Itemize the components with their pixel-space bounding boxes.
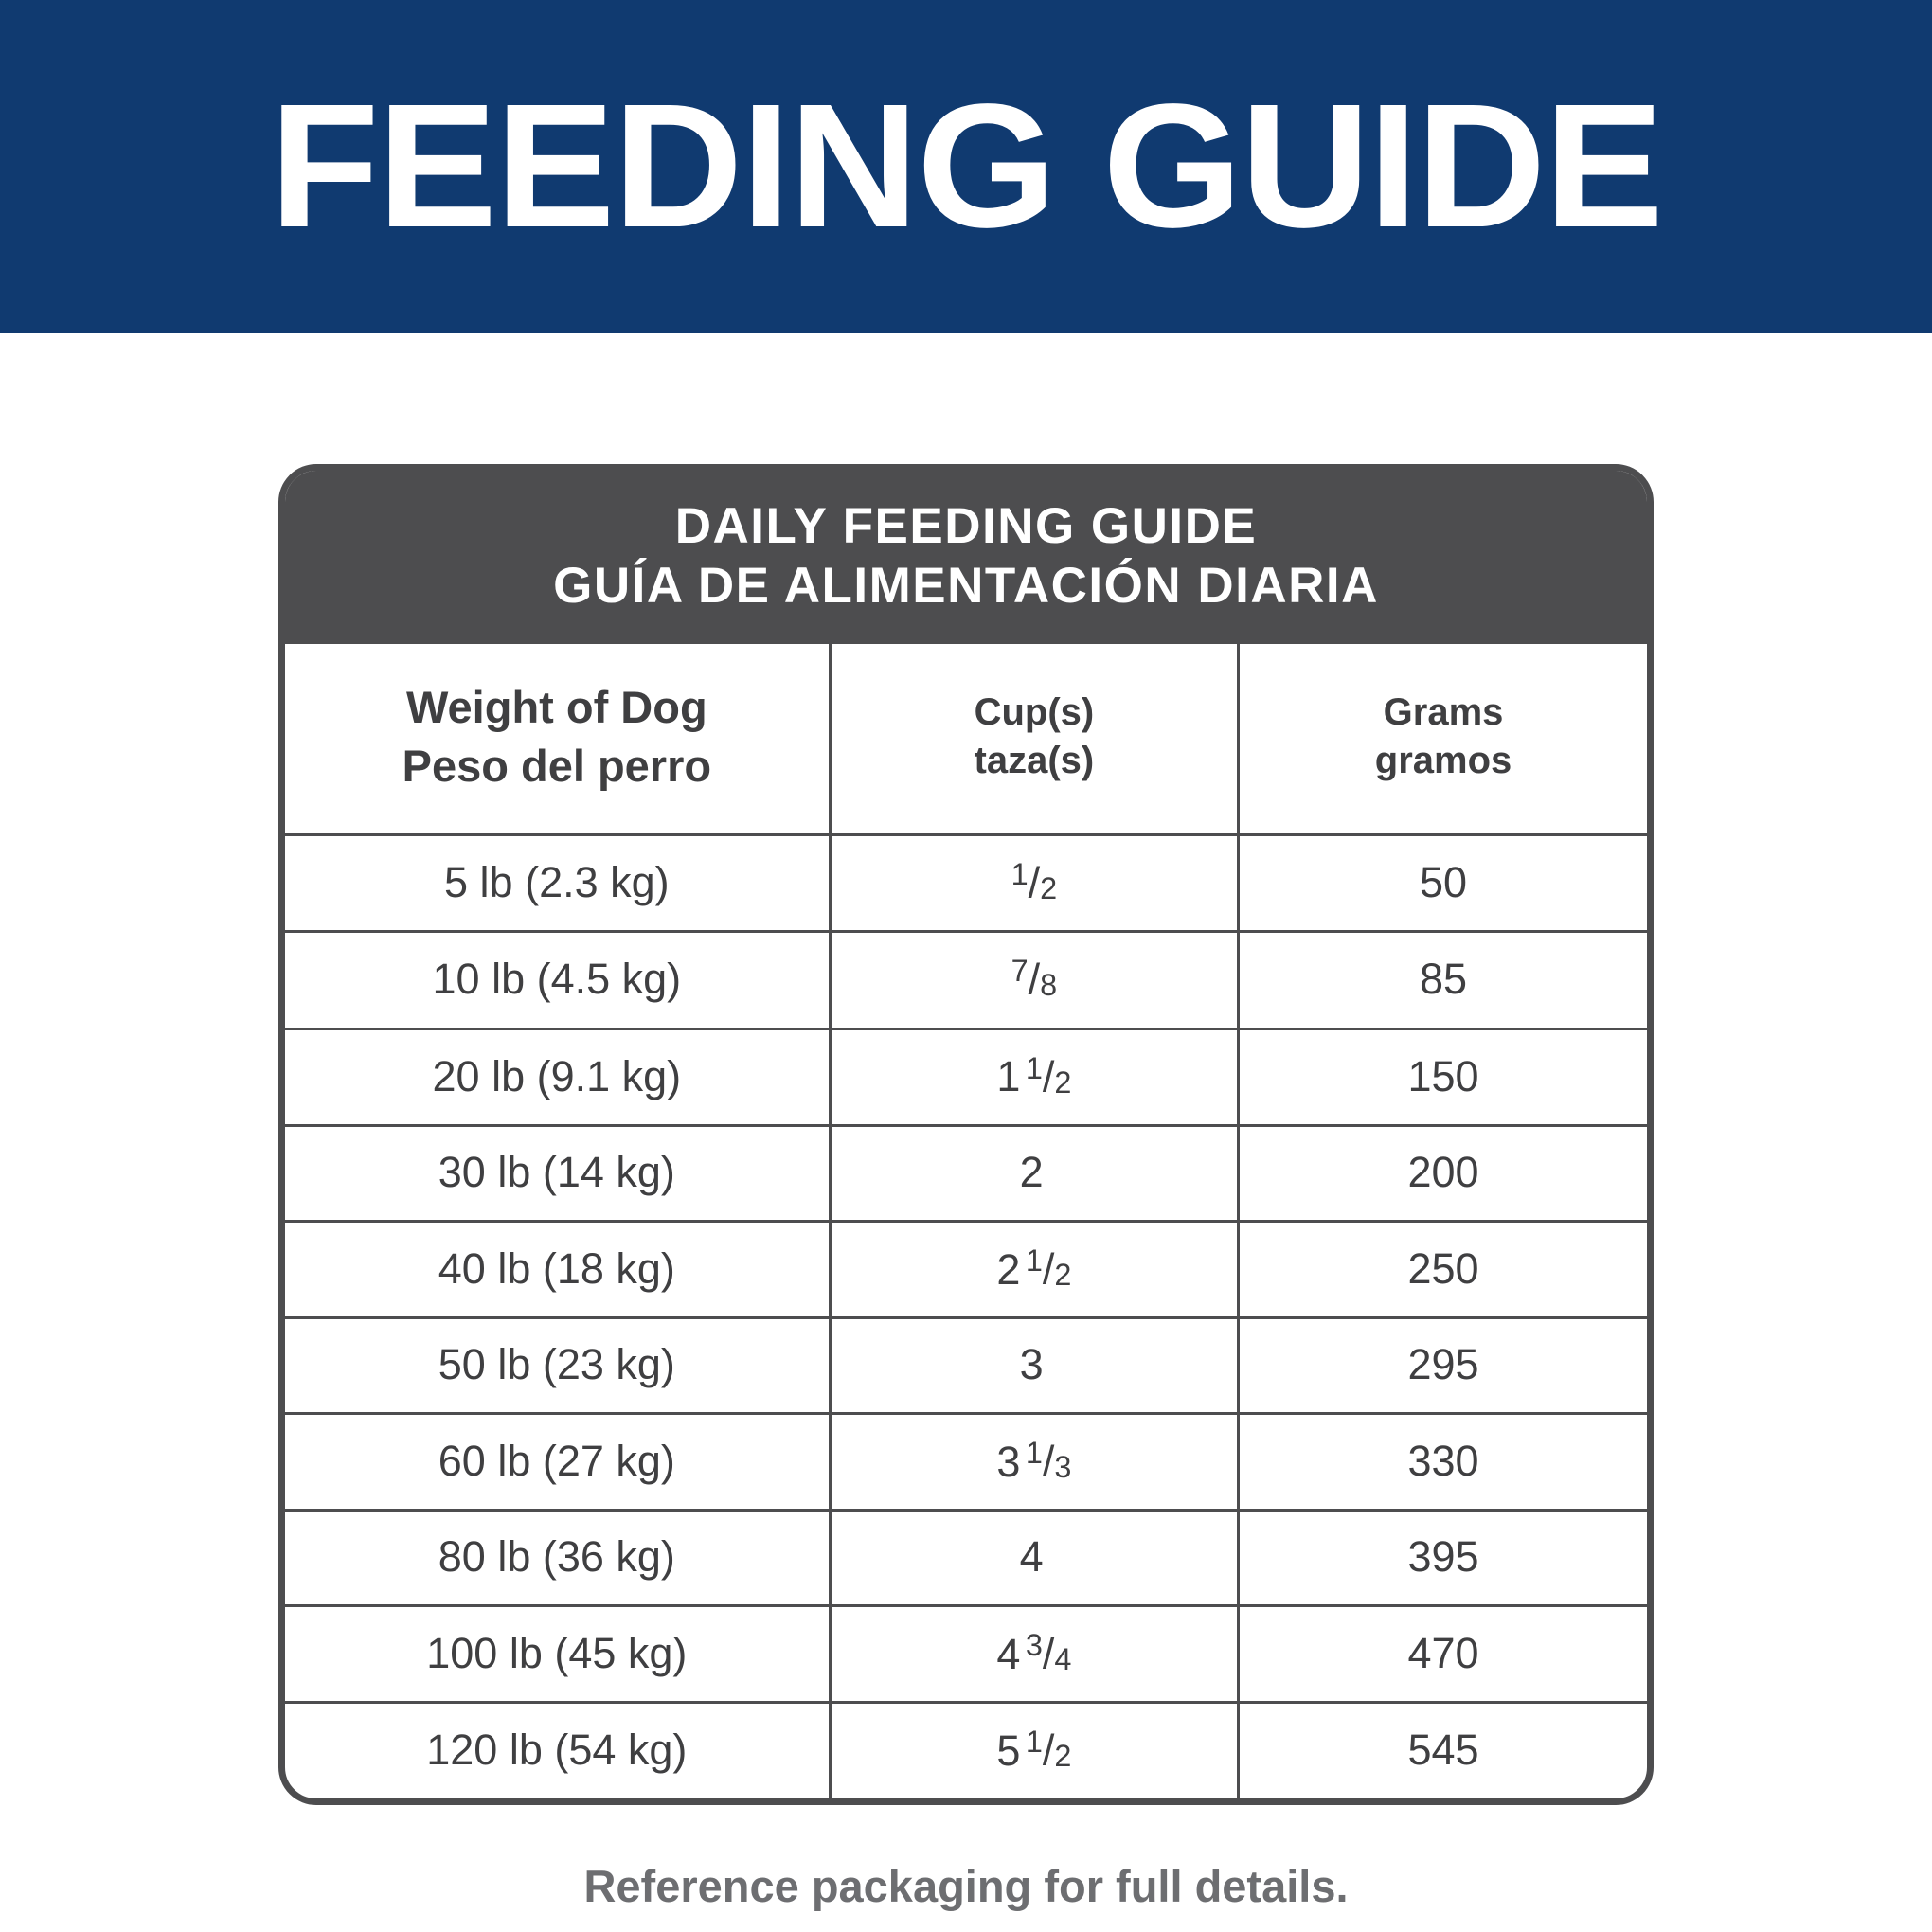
cell-weight: 20 lb (9.1 kg) (285, 1029, 830, 1125)
table-head (285, 644, 1647, 835)
column-header-grams-spanish: gramos (1374, 740, 1512, 782)
cell-grams: 50 (1239, 835, 1647, 932)
cell-grams: 470 (1239, 1606, 1647, 1703)
cell-cups: $^7$/8 (830, 932, 1238, 1029)
cell-weight: 30 lb (14 kg) (285, 1126, 830, 1222)
table-row (285, 835, 1647, 932)
cell-weight: 80 lb (36 kg) (285, 1511, 830, 1606)
card-header-line-english: DAILY FEEDING GUIDE (674, 498, 1258, 554)
column-header-cups (830, 644, 1238, 835)
column-header-weight (285, 644, 830, 835)
column-header-cups-english: Cup(s) (974, 690, 1095, 733)
page-title: FEEDING GUIDE (269, 68, 1663, 264)
cell-cups: 3 $^1$/3 (830, 1414, 1238, 1511)
banner (0, 0, 1932, 333)
cell-cups: 5 $^1$/2 (830, 1703, 1238, 1798)
cell-weight: 40 lb (18 kg) (285, 1221, 830, 1317)
cell-grams: 200 (1239, 1126, 1647, 1222)
cell-weight: 100 lb (45 kg) (285, 1606, 830, 1703)
table-row (285, 1221, 1647, 1317)
cell-weight: 10 lb (4.5 kg) (285, 932, 830, 1029)
card-header (285, 471, 1647, 644)
cell-grams: 85 (1239, 932, 1647, 1029)
table-row (285, 1414, 1647, 1511)
cell-grams: 150 (1239, 1029, 1647, 1125)
cell-weight: 60 lb (27 kg) (285, 1414, 830, 1511)
cell-grams: 545 (1407, 1726, 1479, 1775)
cell-cups: 2 $^1$/2 (830, 1221, 1238, 1317)
column-header-cups-spanish: taza(s) (974, 740, 1095, 782)
cell-weight: 120 lb (54 kg) (285, 1703, 830, 1798)
cell-cups: 1 $^1$/2 (830, 1029, 1238, 1125)
table-row (285, 1318, 1647, 1414)
cell-weight: 50 lb (23 kg) (285, 1318, 830, 1414)
footnote: Reference packaging for full details. (583, 1860, 1349, 1911)
table-row (285, 1126, 1647, 1222)
table-row (285, 1703, 1647, 1798)
table-row (285, 1606, 1647, 1703)
cell-cups: 3 (830, 1318, 1238, 1414)
card-wrapper (0, 464, 1932, 1805)
column-header-weight-english: Weight of Dog (406, 682, 707, 733)
column-header-weight-spanish: Peso del perro (402, 741, 712, 792)
feeding-table (285, 644, 1647, 1798)
cell-cups: $^1$/2 (830, 835, 1238, 932)
cell-grams: 395 (1239, 1511, 1647, 1606)
table-row (285, 1029, 1647, 1125)
table-header-row (285, 644, 1647, 835)
table-row (285, 1511, 1647, 1606)
card-header-line-spanish: GUÍA DE ALIMENTACIÓN DIARIA (553, 557, 1379, 614)
cell-cups: 2 (830, 1126, 1238, 1222)
cell-grams: 295 (1239, 1318, 1647, 1414)
column-header-grams-english: Grams (1383, 690, 1504, 733)
table-row (285, 932, 1647, 1029)
cell-grams: 330 (1239, 1414, 1647, 1511)
cell-cups: 4 $^3$/4 (830, 1606, 1238, 1703)
daily-feeding-guide-card (278, 464, 1654, 1805)
column-header-grams (1239, 644, 1647, 835)
cell-grams: 250 (1239, 1221, 1647, 1317)
table-body (285, 835, 1647, 1798)
cell-cups: 4 (830, 1511, 1238, 1606)
cell-weight: 5 lb (2.3 kg) (285, 835, 830, 932)
